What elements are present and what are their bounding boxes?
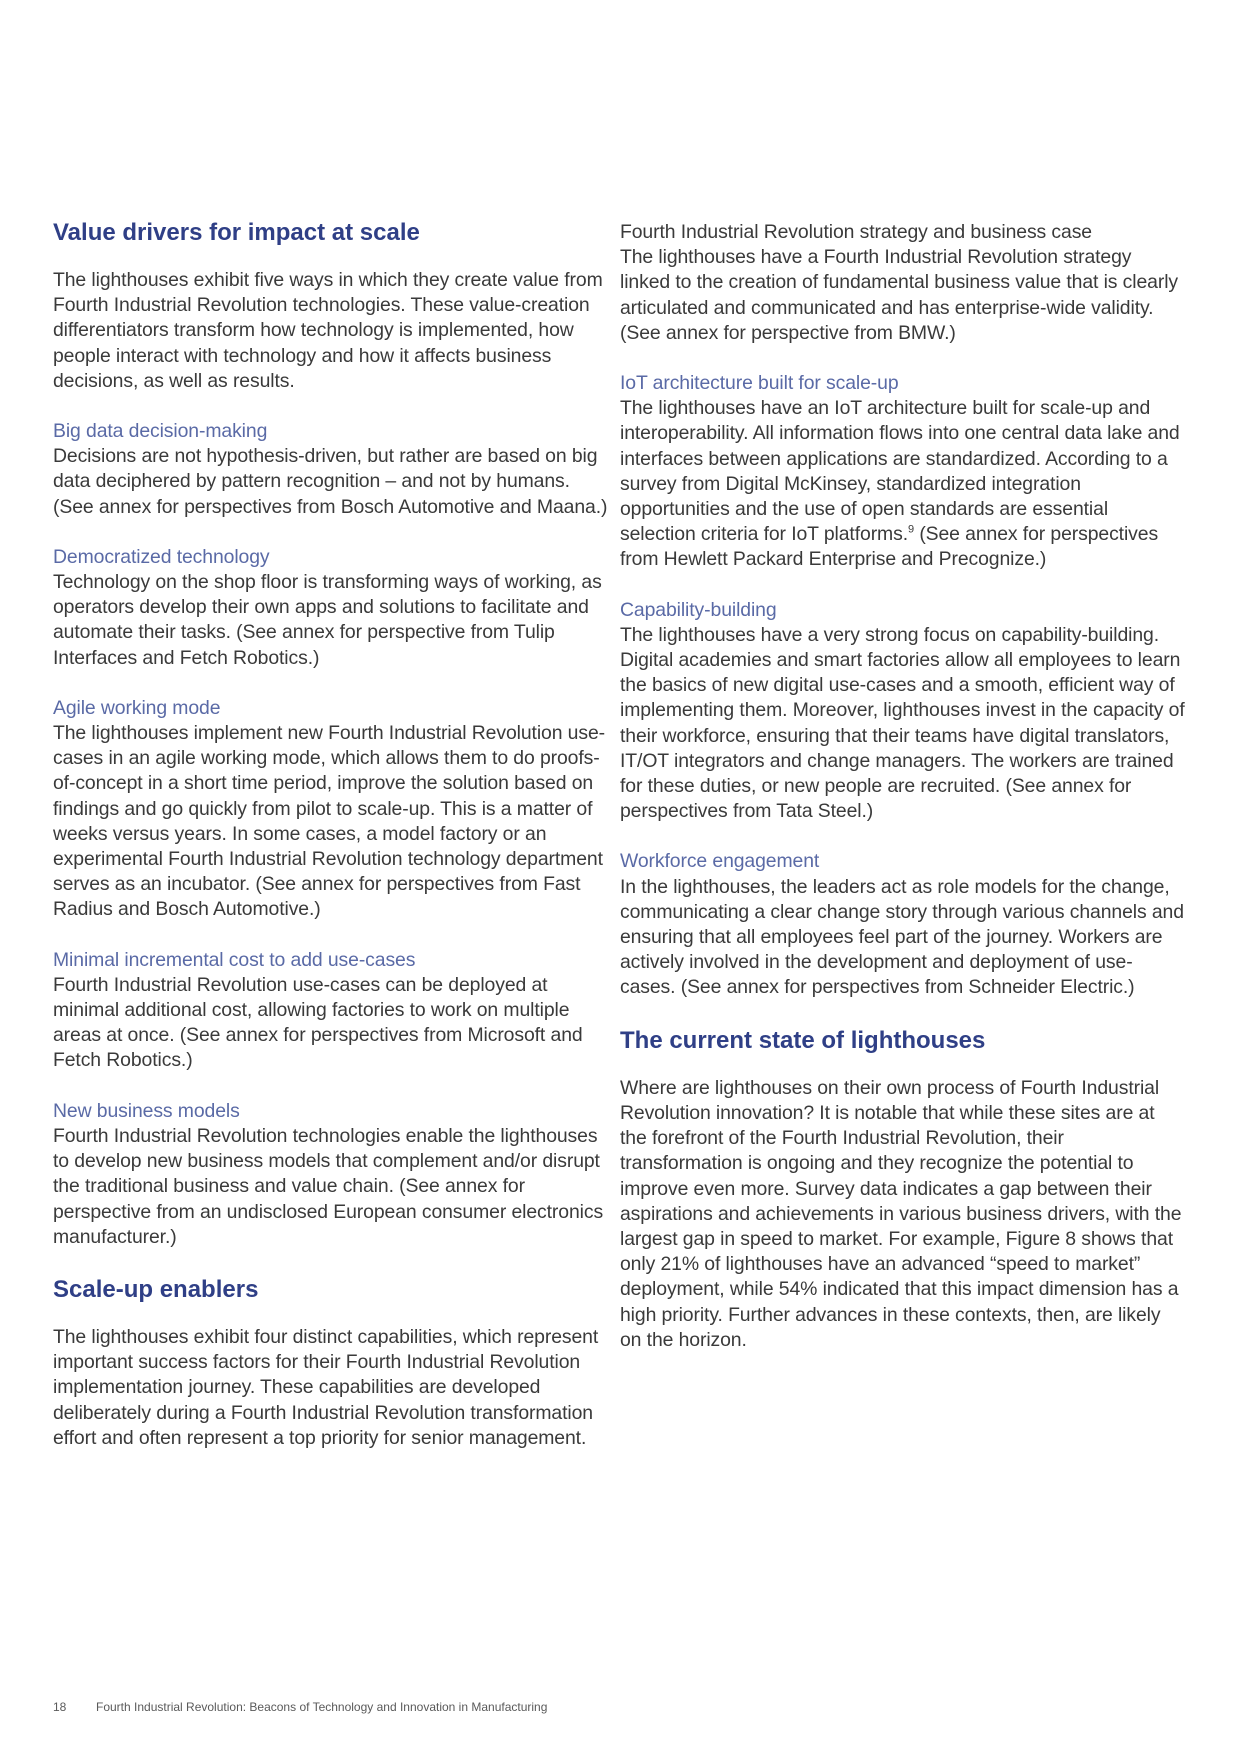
item-text: The lighthouses implement new Fourth Industrial Revolution use-cases in an agile working mode, which allows them to do proofs-of-concept in a short time period, improve the solution based on findings and go quickly from pilot to scale-up. This is a matter of weeks versus years. In some cases, a model factory or an experimental Fourth Industrial Revolution technology department serves as an incubator. (See annex for perspectives from Fast Radius and Bosch Automotive.) [53,722,606,921]
item-title: Democratized technology [53,545,270,568]
item-title: Workforce engagement [620,850,820,873]
item-text: The lighthouses have a Fourth Industrial Revolution strategy linked to the creation of fundamental business value that is clearly articulated and communicated and has enterprise-wide validity. (See annex for perspective from BMW.) [620,246,1179,344]
current-state-text: Where are lighthouses on their own process of Fourth Industrial Revolution innovation? It is notable that while these sites are at the forefront of the Fourth Industrial Revolution, their transformation is ongoing and they recognize the potential to improve even more. Survey data indicates a gap between their aspirations and achievements in various business drivers, with the largest gap in speed to market. For example, Figure 8 shows that only 21% of lighthouses have an advanced “speed to market” deployment, while 54% indicated that this impact dimension has a high priority. Further advances in these contexts, then, are likely on the horizon. [620,1076,1182,1351]
item-iot [620,371,1185,573]
item-text: The lighthouses have an IoT architecture built for scale-up and interoperability. All information flows into one central data lake and interfaces between applications are standardized. According to a survey from Digital McKinsey, standardized integration opportunities and the use of open standards are essential selection criteria for IoT platforms. [620,397,1180,546]
item-text-cont: (See annex for perspectives from Hewlett Packard Enterprise and Precognize.) [620,523,1159,571]
heading-value-drivers: Value drivers for impact at scale [53,219,420,246]
item-text: Decisions are not hypothesis-driven, but rather are based on big data deciphered by pattern recognition – and not by humans. (See annex for perspectives from Bosch Automotive and Maana.) [53,445,608,518]
item-title: Minimal incremental cost to add use-cases [53,948,416,971]
item-text: Technology on the shop floor is transforming ways of working, as operators develop their own apps and solutions to facilitate and automate their tasks. (See annex for perspective from Tulip Interfaces and Fetch Robotics.) [53,571,602,669]
page-number: 18 [53,1700,67,1714]
item-title: Big data decision-making [53,420,268,443]
page-footer [53,1700,547,1714]
heading-scale-up: Scale-up enablers [53,1275,259,1303]
footnote-marker: 9 [907,523,915,536]
heading-current-state: The current state of lighthouses [620,1026,986,1054]
right-column [620,220,1185,1378]
item-minimal-cost [53,948,608,1074]
value-drivers-intro: The lighthouses exhibit five ways in which they create value from Fourth Industrial Revolution technologies. These value-creation differentiators transform how technology is implemented, how people interact with technology and how it affects business decisions, as well as results. [53,269,603,392]
left-column [53,218,608,1476]
item-title: Fourth Industrial Revolution strategy and business case [620,221,1092,243]
item-text: In the lighthouses, the leaders act as role models for the change, communicating a clear change story through various channels and ensuring that all employees feel part of the journey. Workers are actively involved in the development and deployment of use-cases. (See annex for perspectives from Schneider Electric.) [620,875,1184,999]
item-business-models [53,1099,608,1250]
item-democratized [53,545,608,671]
scale-up-intro: The lighthouses exhibit four distinct capabilities, which represent important success factors for their Fourth Industrial Revolution implementation journey. These capabilities are developed deliberately during a Fourth Industrial Revolution transformation effort and often represent a top priority for senior management. [53,1325,599,1449]
item-big-data [53,419,608,520]
item-title: IoT architecture built for scale-up [620,372,899,395]
item-text: Fourth Industrial Revolution technologies enable the lighthouses to develop new business models that complement and/or disrupt the traditional business and value chain. (See annex for perspective from an undisclosed European consumer electronics manufacturer.) [53,1124,604,1248]
item-workforce [620,849,1185,1000]
item-strategy [620,220,1185,346]
item-title: Agile working mode [53,696,221,719]
item-text: The lighthouses have a very strong focus on capability-building. Digital academies and smart factories allow all employees to learn the basics of new digital use-cases and a smooth, efficient way of implementing them. Moreover, lighthouses invest in the capacity of their workforce, ensuring that their teams have digital translators, IT/OT integrators and change managers. The workers are trained for these duties, or new people are recruited. (See annex for perspectives from Tata Steel.) [620,623,1185,823]
item-title: Capability-building [620,598,777,621]
item-title: New business models [53,1099,240,1122]
footer-title: Fourth Industrial Revolution: Beacons of Technology and Innovation in Manufacturing [96,1700,548,1714]
item-agile [53,696,608,923]
item-capability [620,598,1185,825]
item-text: Fourth Industrial Revolution use-cases can be deployed at minimal additional cost, allowing factories to work on multiple areas at once. (See annex for perspectives from Microsoft and Fetch Robotics.) [53,973,583,1072]
